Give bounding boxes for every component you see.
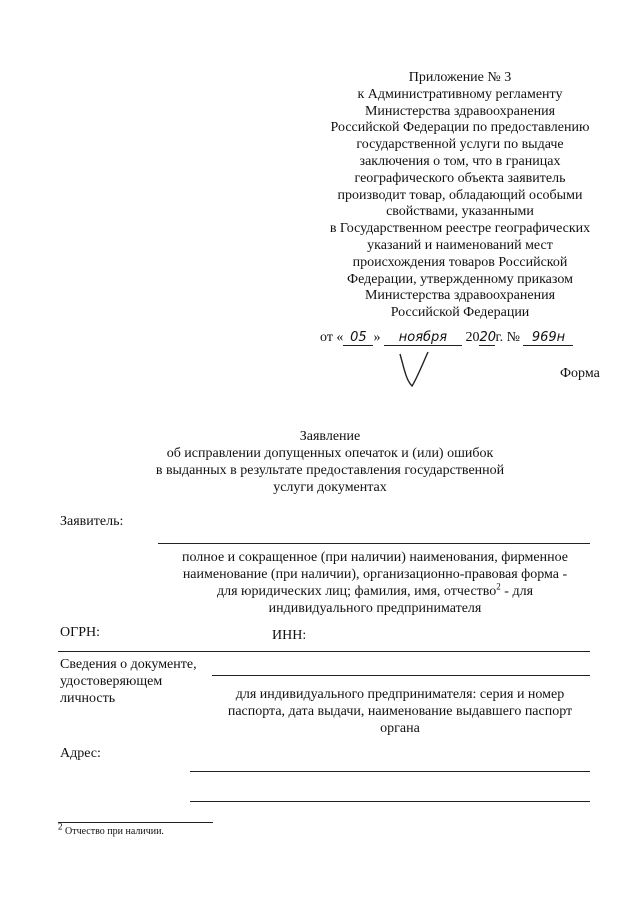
annex-line: географического объекта заявитель [354,170,566,186]
footnote [58,821,164,837]
annex-line: указаний и наименований мест [367,237,553,253]
order-prefix: от « [320,330,344,345]
annex-line: свойствами, указанными [386,204,534,220]
order-line [320,330,573,346]
footnote-number: 2 [58,821,63,832]
form-label: Форма [560,366,600,381]
annex-line: заключения о том, что в границах [359,153,561,169]
order-month: ноября [384,330,462,346]
applicant-caption [160,549,590,617]
caption-line [160,583,590,600]
caption-text: для юридических лиц; фамилия, имя, отчество [216,584,497,599]
annex-line: в Государственном реестре географических [329,221,591,237]
applicant-field-line[interactable] [158,543,590,544]
identity-label-line: удостоверяющем [60,674,163,689]
annex-line: происхождения товаров Российской [352,254,568,270]
ogrn-inn-line[interactable] [58,651,590,652]
footnote-separator [58,822,213,823]
annex-line: производит товар, обладающий особыми [337,187,583,203]
title-line: в выданных в результате предоставления государственной [155,463,505,478]
caption-line: наименование (при наличии), организационно-правовая форма - [182,567,568,582]
identity-caption [205,686,595,737]
annex-line: Российской Федерации по предоставлению [330,120,590,136]
order-num-label: г. № [495,330,520,345]
inn-label: ИНН: [272,628,307,643]
document-title [120,428,540,496]
title-line: услуги документах [273,480,387,495]
address-field-line-1[interactable] [190,771,590,772]
annex-line: Приложение № 3 [408,70,512,85]
caption-line: органа [380,721,420,736]
caption-line: индивидуального предпринимателя [268,601,482,616]
title-line: об исправлении допущенных опечаток и (или) ошибок [166,446,494,461]
signature-mark [398,350,438,390]
ogrn-label: ОГРН: [60,625,100,640]
caption-line: полное и сокращенное (при наличии) наименования, фирменное [181,550,569,565]
footnote-ref: 2 [496,581,501,592]
caption-text: - для [500,584,534,599]
annex-line: Российской Федерации [390,305,530,321]
caption-line: паспорта, дата выдачи, наименование выдавшего паспорт [227,704,573,719]
annex-line: государственной услуги по выдаче [356,137,564,153]
identity-label-line: Сведения о документе, [60,657,197,672]
order-mid: » [373,330,381,345]
order-year-prefix: 20 [465,330,480,345]
address-field-line-2[interactable] [190,801,590,802]
order-year: 20 [479,330,496,345]
annex-line: к Административному регламенту [357,86,563,102]
caption-line: для индивидуального предпринимателя: серия и номер [235,687,565,702]
order-number: 969н [523,330,573,346]
applicant-label: Заявитель: [60,514,124,529]
identity-label-line: личность [60,691,116,706]
address-label: Адрес: [60,746,101,761]
annex-line: Министерства здравоохранения [364,103,556,119]
identity-field-line[interactable] [212,675,590,676]
title-line: Заявление [299,429,361,444]
annex-line: Федерации, утвержденному приказом [347,271,573,287]
footnote-text: Отчество при наличии. [62,826,164,837]
annex-block [300,70,620,322]
order-day: 05 [343,330,373,346]
annex-line: Министерства здравоохранения [364,288,556,304]
identity-label [60,656,197,707]
